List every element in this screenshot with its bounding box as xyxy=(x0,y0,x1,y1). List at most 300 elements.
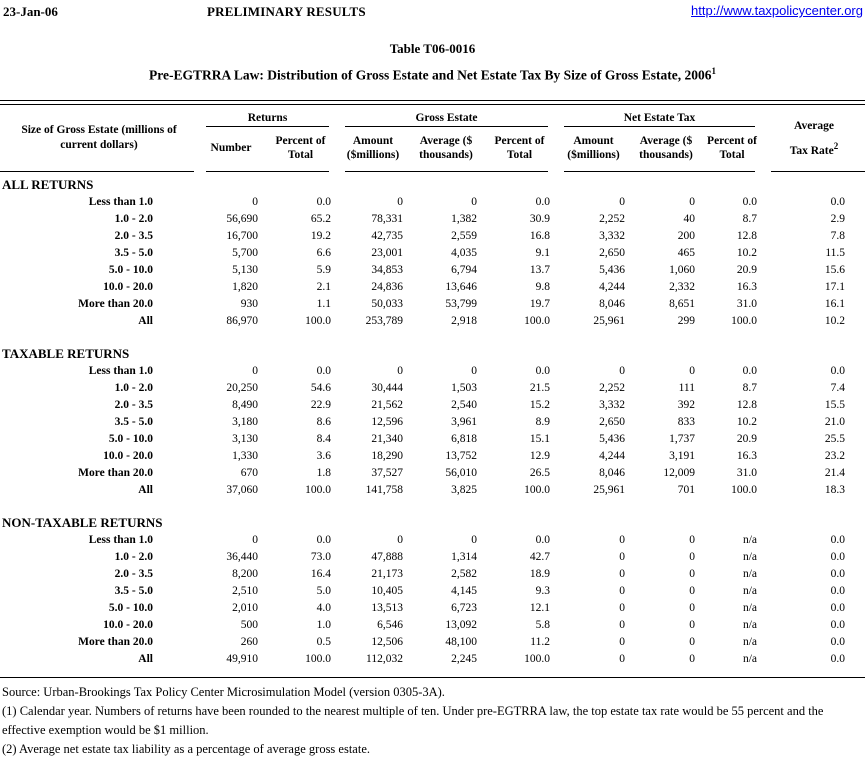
table-row xyxy=(0,566,865,583)
cell-returns-number: 3,180 xyxy=(232,416,258,428)
cell-gross-average: 1,314 xyxy=(451,551,477,563)
cell-net-amount: 4,244 xyxy=(599,450,625,462)
table-row xyxy=(0,532,865,549)
cell-net-percent: 10.2 xyxy=(736,247,758,259)
cell-returns-number: 8,200 xyxy=(232,568,258,580)
cell-gross-percent: 9.8 xyxy=(535,281,550,293)
cell-returns-number: 56,690 xyxy=(226,213,258,225)
cell-average-tax-rate: 2.9 xyxy=(830,213,846,225)
cell-returns-number: 0 xyxy=(252,534,258,546)
cell-gross-amount: 21,173 xyxy=(371,568,403,580)
cell-average-tax-rate: 25.5 xyxy=(824,433,846,445)
cell-net-amount: 3,332 xyxy=(599,230,625,242)
column-header: Percent of Total xyxy=(701,127,763,172)
cell-gross-amount: 18,290 xyxy=(371,450,403,462)
cell-gross-percent: 26.5 xyxy=(529,467,550,479)
cell-returns-percent: 0.0 xyxy=(316,196,331,208)
cell-net-percent: 100.0 xyxy=(731,484,758,496)
cell-gross-average: 3,961 xyxy=(451,416,477,428)
cell-net-average: 701 xyxy=(677,484,695,496)
column-header: Number xyxy=(198,127,264,172)
table-row xyxy=(0,651,865,668)
table-title-text: Pre-EGTRRA Law: Distribution of Gross Estate and Net Estate Tax By Size of Gross Estate, 2006 xyxy=(148,67,712,83)
row-label: 1.0 - 2.0 xyxy=(114,382,153,394)
cell-gross-average: 6,794 xyxy=(451,264,477,276)
row-label: 10.0 - 20.0 xyxy=(103,619,153,631)
cell-gross-amount: 30,444 xyxy=(371,382,403,394)
cell-net-amount: 8,046 xyxy=(599,467,625,479)
table-row xyxy=(0,313,865,330)
cell-gross-amount: 112,032 xyxy=(366,653,403,665)
cell-average-tax-rate: 23.2 xyxy=(824,450,846,462)
cell-average-tax-rate: 16.1 xyxy=(824,298,846,310)
cell-gross-percent: 13.7 xyxy=(529,264,550,276)
cell-net-amount: 2,252 xyxy=(599,382,625,394)
cell-gross-average: 13,752 xyxy=(445,450,477,462)
table-row xyxy=(0,600,865,617)
table-row xyxy=(0,465,865,482)
row-label: All xyxy=(138,484,153,496)
cell-gross-amount: 0 xyxy=(397,365,403,377)
column-header: Average ($ thousands) xyxy=(631,127,701,172)
cell-average-tax-rate: 17.1 xyxy=(824,281,846,293)
cell-average-tax-rate: 21.0 xyxy=(824,416,846,428)
table-row xyxy=(0,211,865,228)
source-note: Source: Urban-Brookings Tax Policy Center Microsimulation Model (version 0305-3A). xyxy=(2,684,445,699)
cell-returns-percent: 6.6 xyxy=(316,247,331,259)
cell-net-average: 0 xyxy=(689,619,695,631)
cell-gross-amount: 12,506 xyxy=(371,636,403,648)
cell-gross-amount: 78,331 xyxy=(371,213,403,225)
column-header: Amount ($millions) xyxy=(556,127,631,172)
table-title xyxy=(0,66,865,84)
cell-gross-percent: 12.9 xyxy=(529,450,550,462)
table-row xyxy=(0,482,865,499)
cell-net-average: 1,737 xyxy=(669,433,695,445)
cell-net-average: 392 xyxy=(677,399,695,411)
cell-net-amount: 0 xyxy=(619,653,625,665)
row-label: 10.0 - 20.0 xyxy=(103,450,153,462)
cell-returns-percent: 8.4 xyxy=(316,433,331,445)
cell-returns-number: 1,820 xyxy=(232,281,258,293)
cell-net-average: 0 xyxy=(689,365,695,377)
cell-gross-average: 1,503 xyxy=(451,382,477,394)
cell-net-percent: n/a xyxy=(742,534,758,546)
table-row xyxy=(0,296,865,313)
cell-net-amount: 5,436 xyxy=(599,264,625,276)
cell-net-amount: 2,252 xyxy=(599,213,625,225)
cell-returns-number: 5,700 xyxy=(232,247,258,259)
table-header xyxy=(0,105,865,172)
row-label: More than 20.0 xyxy=(78,467,153,479)
cell-gross-amount: 37,527 xyxy=(371,467,403,479)
cell-net-percent: 8.7 xyxy=(742,382,758,394)
cell-gross-percent: 0.0 xyxy=(535,534,550,546)
table-row xyxy=(0,583,865,600)
cell-returns-percent: 54.6 xyxy=(310,382,331,394)
row-label: More than 20.0 xyxy=(78,636,153,648)
cell-gross-amount: 24,836 xyxy=(371,281,403,293)
cell-average-tax-rate: 11.5 xyxy=(825,247,846,259)
cell-net-amount: 3,332 xyxy=(599,399,625,411)
table-row xyxy=(0,262,865,279)
cell-average-tax-rate: 21.4 xyxy=(824,467,846,479)
cell-net-average: 2,332 xyxy=(669,281,695,293)
cell-net-average: 833 xyxy=(677,416,695,428)
cell-returns-percent: 19.2 xyxy=(310,230,331,242)
cell-net-amount: 25,961 xyxy=(593,315,625,327)
cell-gross-amount: 42,735 xyxy=(371,230,403,242)
cell-gross-percent: 42.7 xyxy=(529,551,550,563)
table-title-footnote-ref: 1 xyxy=(711,66,716,76)
table-row xyxy=(0,397,865,414)
cell-average-tax-rate: 0.0 xyxy=(830,551,846,563)
cell-net-average: 12,009 xyxy=(663,467,695,479)
cell-net-percent: n/a xyxy=(742,585,758,597)
cell-average-tax-rate: 0.0 xyxy=(830,619,846,631)
row-label: 1.0 - 2.0 xyxy=(114,213,153,225)
cell-net-percent: n/a xyxy=(742,619,758,631)
cell-average-tax-rate: 15.5 xyxy=(824,399,846,411)
cell-net-amount: 2,650 xyxy=(599,247,625,259)
table-body xyxy=(0,172,865,668)
row-label: 5.0 - 10.0 xyxy=(108,264,153,276)
cell-gross-amount: 34,853 xyxy=(371,264,403,276)
cell-gross-percent: 19.7 xyxy=(529,298,550,310)
cell-gross-percent: 9.1 xyxy=(535,247,550,259)
cell-net-amount: 0 xyxy=(619,619,625,631)
section-label: TAXABLE RETURNS xyxy=(2,345,130,361)
stub-column-header: Size of Gross Estate (millions of current dollars) xyxy=(0,105,198,172)
cell-net-amount: 0 xyxy=(619,551,625,563)
cell-average-tax-rate: 10.2 xyxy=(824,315,846,327)
cell-returns-percent: 1.8 xyxy=(316,467,331,479)
cell-returns-percent: 100.0 xyxy=(305,653,331,665)
cell-net-average: 200 xyxy=(677,230,695,242)
cell-net-percent: 16.3 xyxy=(736,281,758,293)
cell-gross-average: 6,818 xyxy=(451,433,477,445)
row-label: All xyxy=(138,653,153,665)
column-header: Average ($ thousands) xyxy=(409,127,483,172)
cell-gross-amount: 23,001 xyxy=(371,247,403,259)
cell-gross-average: 3,825 xyxy=(451,484,477,496)
cell-average-tax-rate: 0.0 xyxy=(830,568,846,580)
cell-returns-number: 8,490 xyxy=(232,399,258,411)
row-label: 2.0 - 3.5 xyxy=(114,568,153,580)
row-label: Less than 1.0 xyxy=(88,365,153,377)
cell-returns-number: 86,970 xyxy=(226,315,258,327)
cell-average-tax-rate: 0.0 xyxy=(830,602,846,614)
cell-returns-percent: 100.0 xyxy=(305,484,331,496)
cell-average-tax-rate: 0.0 xyxy=(830,196,846,208)
column-header: Percent of Total xyxy=(264,127,337,172)
estate-tax-table xyxy=(0,105,865,668)
cell-returns-number: 37,060 xyxy=(226,484,258,496)
cell-returns-percent: 5.0 xyxy=(316,585,331,597)
cell-net-percent: 20.9 xyxy=(736,433,758,445)
cell-gross-average: 0 xyxy=(471,365,477,377)
cell-net-average: 0 xyxy=(689,551,695,563)
cell-net-percent: 12.8 xyxy=(736,230,758,242)
cell-gross-average: 2,918 xyxy=(451,315,477,327)
cell-returns-number: 2,010 xyxy=(232,602,258,614)
cell-gross-percent: 5.8 xyxy=(535,619,550,631)
average-tax-rate-footnote-ref: 2 xyxy=(833,140,839,151)
cell-net-average: 40 xyxy=(683,213,695,225)
column-header: Amount ($millions) xyxy=(337,127,409,172)
cell-returns-number: 20,250 xyxy=(226,382,258,394)
preliminary-results-label: PRELIMINARY RESULTS xyxy=(207,4,366,19)
cell-net-amount: 0 xyxy=(619,636,625,648)
cell-returns-number: 260 xyxy=(240,636,258,648)
cell-average-tax-rate: 0.0 xyxy=(830,653,846,665)
gross-estate-group-header: Gross Estate xyxy=(337,105,556,127)
cell-gross-percent: 15.2 xyxy=(529,399,550,411)
table-row xyxy=(0,279,865,296)
cell-returns-percent: 16.4 xyxy=(310,568,331,580)
cell-net-average: 0 xyxy=(689,568,695,580)
cell-average-tax-rate: 7.8 xyxy=(830,230,846,242)
cell-net-amount: 2,650 xyxy=(599,416,625,428)
table-row xyxy=(0,380,865,397)
cell-returns-number: 36,440 xyxy=(226,551,258,563)
cell-net-average: 0 xyxy=(689,585,695,597)
cell-average-tax-rate: 18.3 xyxy=(824,484,846,496)
table-bottom-spacer xyxy=(0,668,865,677)
cell-net-average: 0 xyxy=(689,653,695,665)
table-row xyxy=(0,245,865,262)
cell-net-average: 0 xyxy=(689,636,695,648)
cell-gross-amount: 21,340 xyxy=(371,433,403,445)
cell-net-percent: 31.0 xyxy=(736,298,758,310)
table-row xyxy=(0,634,865,651)
cell-gross-average: 56,010 xyxy=(445,467,477,479)
row-label: 10.0 - 20.0 xyxy=(103,281,153,293)
cell-returns-percent: 3.6 xyxy=(316,450,331,462)
section-header-row xyxy=(0,499,865,532)
table-row xyxy=(0,431,865,448)
cell-gross-percent: 8.9 xyxy=(535,416,550,428)
cell-average-tax-rate: 7.4 xyxy=(830,382,846,394)
cell-gross-average: 0 xyxy=(471,534,477,546)
cell-net-amount: 0 xyxy=(619,568,625,580)
cell-net-percent: n/a xyxy=(742,568,758,580)
cell-net-average: 1,060 xyxy=(669,264,695,276)
cell-net-amount: 8,046 xyxy=(599,298,625,310)
cell-gross-average: 4,035 xyxy=(451,247,477,259)
cell-gross-average: 13,646 xyxy=(445,281,477,293)
row-label: 5.0 - 10.0 xyxy=(108,433,153,445)
cell-net-average: 3,191 xyxy=(669,450,695,462)
footnotes xyxy=(0,678,865,759)
table-row xyxy=(0,549,865,566)
cell-net-average: 0 xyxy=(689,196,695,208)
cell-net-amount: 0 xyxy=(619,365,625,377)
cell-net-percent: 12.8 xyxy=(736,399,758,411)
cell-returns-percent: 8.6 xyxy=(316,416,331,428)
cell-gross-percent: 0.0 xyxy=(535,365,550,377)
cell-average-tax-rate: 15.6 xyxy=(824,264,846,276)
cell-gross-amount: 6,546 xyxy=(377,619,403,631)
row-label: 3.5 - 5.0 xyxy=(114,585,153,597)
cell-net-percent: n/a xyxy=(742,653,758,665)
cell-net-amount: 0 xyxy=(619,534,625,546)
cell-net-average: 0 xyxy=(689,534,695,546)
cell-gross-percent: 15.1 xyxy=(529,433,550,445)
cell-average-tax-rate: 0.0 xyxy=(830,585,846,597)
cell-average-tax-rate: 0.0 xyxy=(830,365,846,377)
cell-gross-percent: 100.0 xyxy=(524,653,550,665)
table-number: Table T06-0016 xyxy=(389,41,476,56)
cell-gross-percent: 11.2 xyxy=(530,636,550,648)
cell-net-percent: n/a xyxy=(742,551,758,563)
cell-net-amount: 0 xyxy=(619,602,625,614)
cell-returns-percent: 73.0 xyxy=(310,551,331,563)
cell-net-average: 0 xyxy=(689,602,695,614)
section-label: NON-TAXABLE RETURNS xyxy=(2,514,163,530)
row-label: 1.0 - 2.0 xyxy=(114,551,153,563)
cell-gross-average: 2,540 xyxy=(451,399,477,411)
cell-net-average: 299 xyxy=(677,315,695,327)
cell-gross-average: 4,145 xyxy=(451,585,477,597)
row-label: Less than 1.0 xyxy=(88,534,153,546)
cell-gross-percent: 0.0 xyxy=(535,196,550,208)
cell-net-percent: 0.0 xyxy=(742,196,758,208)
cell-returns-percent: 22.9 xyxy=(310,399,331,411)
average-tax-rate-header-line2: Tax Rate xyxy=(789,144,834,157)
cell-returns-number: 670 xyxy=(240,467,258,479)
cell-returns-number: 1,330 xyxy=(232,450,258,462)
cell-returns-percent: 1.1 xyxy=(316,298,331,310)
cell-gross-amount: 0 xyxy=(397,534,403,546)
cell-returns-percent: 2.1 xyxy=(316,281,331,293)
cell-returns-number: 3,130 xyxy=(232,433,258,445)
cell-gross-amount: 141,758 xyxy=(365,484,403,496)
row-label: 3.5 - 5.0 xyxy=(114,416,153,428)
cell-gross-average: 1,382 xyxy=(451,213,477,225)
cell-average-tax-rate: 0.0 xyxy=(830,636,846,648)
average-tax-rate-header-line1: Average xyxy=(794,119,835,132)
cell-returns-percent: 0.0 xyxy=(316,534,331,546)
cell-returns-percent: 100.0 xyxy=(305,315,331,327)
row-label: 5.0 - 10.0 xyxy=(108,602,153,614)
table-row xyxy=(0,228,865,245)
cell-returns-number: 0 xyxy=(252,196,258,208)
cell-gross-average: 2,245 xyxy=(451,653,477,665)
cell-gross-percent: 12.1 xyxy=(529,602,550,614)
section-label: ALL RETURNS xyxy=(2,176,94,192)
row-label: More than 20.0 xyxy=(78,298,153,310)
cell-gross-amount: 21,562 xyxy=(371,399,403,411)
section-header-row xyxy=(0,330,865,363)
cell-gross-percent: 18.9 xyxy=(529,568,550,580)
row-label: 2.0 - 3.5 xyxy=(114,399,153,411)
cell-gross-average: 2,582 xyxy=(451,568,477,580)
cell-gross-percent: 9.3 xyxy=(535,585,550,597)
average-tax-rate-header xyxy=(763,105,865,172)
cell-net-percent: 8.7 xyxy=(742,213,758,225)
cell-returns-percent: 1.0 xyxy=(316,619,331,631)
cell-net-average: 465 xyxy=(677,247,695,259)
cell-gross-amount: 253,789 xyxy=(365,315,403,327)
cell-returns-number: 0 xyxy=(252,365,258,377)
cell-gross-percent: 21.5 xyxy=(529,382,550,394)
cell-gross-percent: 100.0 xyxy=(524,484,550,496)
cell-net-percent: n/a xyxy=(742,602,758,614)
cell-gross-average: 48,100 xyxy=(445,636,477,648)
returns-group-header: Returns xyxy=(198,105,337,127)
table-row xyxy=(0,194,865,211)
cell-net-percent: 100.0 xyxy=(731,315,758,327)
cell-gross-amount: 47,888 xyxy=(371,551,403,563)
cell-gross-amount: 10,405 xyxy=(371,585,403,597)
row-label: All xyxy=(138,315,153,327)
cell-gross-amount: 50,033 xyxy=(371,298,403,310)
cell-gross-percent: 100.0 xyxy=(524,315,550,327)
cell-gross-percent: 16.8 xyxy=(529,230,550,242)
table-row xyxy=(0,414,865,431)
cell-returns-percent: 65.2 xyxy=(310,213,331,225)
cell-net-amount: 4,244 xyxy=(599,281,625,293)
cell-gross-amount: 0 xyxy=(397,196,403,208)
cell-net-amount: 0 xyxy=(619,585,625,597)
cell-net-average: 111 xyxy=(678,382,695,394)
cell-net-amount: 25,961 xyxy=(593,484,625,496)
footnote-1: (1) Calendar year. Numbers of returns have been rounded to the nearest multiple of ten. Under pre-EGTRRA law, the top estate tax rate would be 55 percent and the effective exemption would be $1 million. xyxy=(2,703,824,737)
cell-average-tax-rate: 0.0 xyxy=(830,534,846,546)
cell-returns-percent: 4.0 xyxy=(316,602,331,614)
cell-net-average: 8,651 xyxy=(669,298,695,310)
cell-net-percent: 10.2 xyxy=(736,416,758,428)
cell-net-percent: n/a xyxy=(742,636,758,648)
cell-net-percent: 16.3 xyxy=(736,450,758,462)
cell-gross-average: 6,723 xyxy=(451,602,477,614)
cell-returns-number: 5,130 xyxy=(232,264,258,276)
document-date: 23-Jan-06 xyxy=(3,4,58,19)
cell-net-percent: 0.0 xyxy=(742,365,758,377)
cell-returns-number: 2,510 xyxy=(232,585,258,597)
cell-gross-amount: 13,513 xyxy=(371,602,403,614)
footnote-2: (2) Average net estate tax liability as a percentage of average gross estate. xyxy=(2,741,370,756)
cell-returns-number: 49,910 xyxy=(226,653,258,665)
top-bar xyxy=(0,0,865,26)
table-row xyxy=(0,363,865,380)
cell-gross-percent: 30.9 xyxy=(529,213,550,225)
row-label: 2.0 - 3.5 xyxy=(114,230,153,242)
net-estate-tax-group-header: Net Estate Tax xyxy=(556,105,763,127)
group-header-row xyxy=(0,105,865,127)
cell-net-percent: 20.9 xyxy=(736,264,758,276)
column-header: Percent of Total xyxy=(483,127,556,172)
cell-net-amount: 5,436 xyxy=(599,433,625,445)
cell-gross-average: 2,559 xyxy=(451,230,477,242)
cell-returns-percent: 5.9 xyxy=(316,264,331,276)
taxpolicycenter-link[interactable]: http://www.taxpolicycenter.org xyxy=(691,3,863,18)
cell-net-percent: 31.0 xyxy=(736,467,758,479)
table-row xyxy=(0,617,865,634)
cell-returns-percent: 0.5 xyxy=(316,636,331,648)
row-label: 3.5 - 5.0 xyxy=(114,247,153,259)
cell-returns-number: 500 xyxy=(240,619,258,631)
section-header-row xyxy=(0,172,865,194)
cell-returns-number: 930 xyxy=(240,298,258,310)
cell-gross-amount: 12,596 xyxy=(371,416,403,428)
cell-gross-average: 13,092 xyxy=(445,619,477,631)
cell-gross-average: 0 xyxy=(471,196,477,208)
cell-net-amount: 0 xyxy=(619,196,625,208)
row-label: Less than 1.0 xyxy=(88,196,153,208)
cell-gross-average: 53,799 xyxy=(445,298,477,310)
